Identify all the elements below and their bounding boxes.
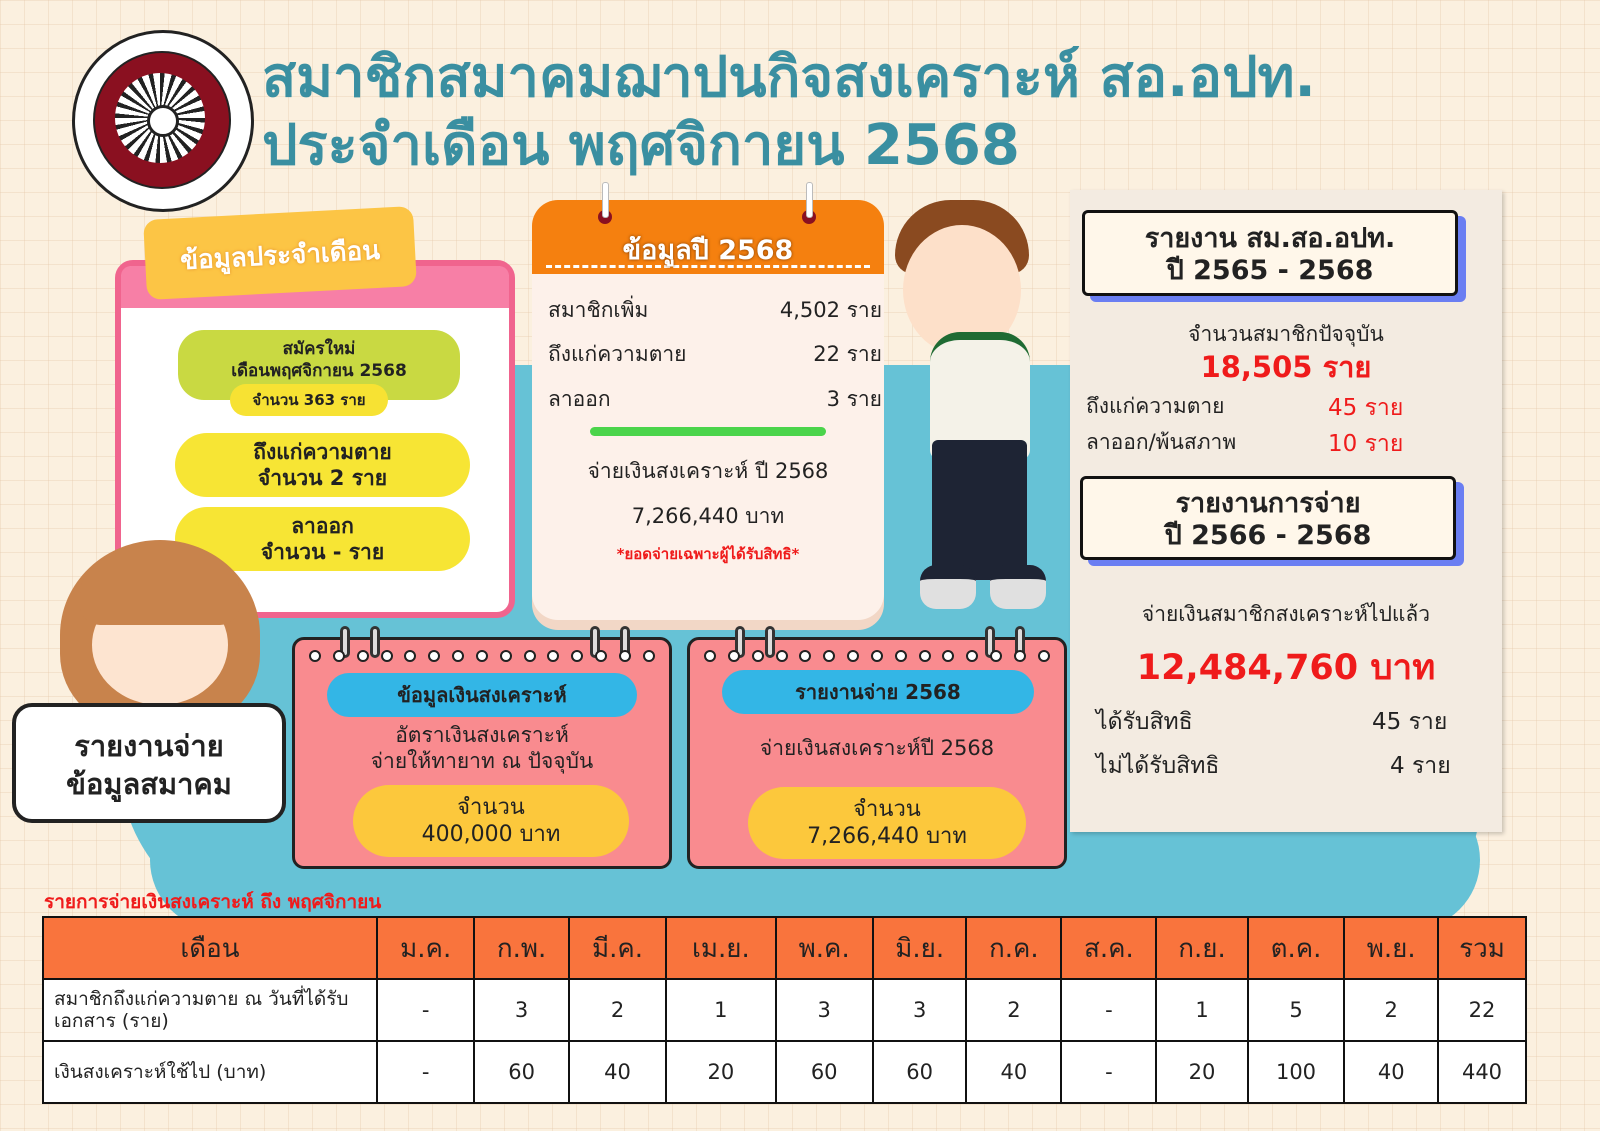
header-month: เดือน [43,917,377,979]
pay2568-amount-value: 7,266,440 บาท [807,824,967,849]
new-members-count: จำนวน 363 ราย [230,384,388,416]
table-cell: 3 [873,979,967,1041]
header-cell: ส.ค. [1061,917,1156,979]
report-box-payments-years: ปี 2566 - 2568 [1164,520,1372,551]
pay2568-amount-label: จำนวน [853,797,921,822]
boy-pants [932,440,1027,580]
report-resign-label: ลาออก/พ้นสภาพ [1086,430,1237,454]
year-pay-note: *ยอดจ่ายเฉพาะผู้ได้รับสิทธิ* [616,545,800,563]
eligible-value: 45 ราย [1372,709,1448,735]
pay2568-calendar [687,637,1067,869]
header-cell: เม.ย. [666,917,775,979]
header-cell: ก.ย. [1156,917,1247,979]
page-title: สมาชิกสมาคมฌาปนกิจสงเคราะห์ สอ.อปท. [262,45,1316,110]
year-pay-label: จ่ายเงินสงเคราะห์ ปี 2568 [587,459,829,483]
header-cell: ม.ค. [377,917,474,979]
table-cell: 100 [1248,1041,1345,1103]
report-box-payments [1080,476,1456,560]
association-seal-logo [72,30,254,212]
header-cell: ก.ค. [966,917,1061,979]
monthly-resign-count: จำนวน - ราย [260,540,385,564]
payment-table [42,916,1527,1104]
monthly-tab-label: ข้อมูลประจำเดือน [179,235,381,277]
boy-shoe [990,565,1046,609]
monthly-resign-label: ลาออก [291,514,354,538]
table-cell: 3 [474,979,568,1041]
pay2568-label: จ่ายเงินสงเคราะห์ปี 2568 [759,736,995,760]
page-subtitle: ประจำเดือน พฤศจิกายน 2568 [262,113,1020,178]
table-cell: 20 [666,1041,775,1103]
paid-label: จ่ายเงินสมาชิกสงเคราะห์ไปแล้ว [1141,602,1431,626]
table-cell: 440 [1438,1041,1526,1103]
row-label: เงินสงเคราะห์ใช้ไป (บาท) [43,1041,377,1103]
header-cell: ก.พ. [474,917,568,979]
monthly-death-label: ถึงแก่ความตาย [253,440,392,464]
girl-hair-bang [80,555,240,625]
row-label: สมาชิกถึงแก่ความตาย ณ วันที่ได้รับเอกสาร (ราย) [43,979,377,1041]
header-cell: ต.ค. [1248,917,1345,979]
year-pay-value: 7,266,440 บาท [631,504,785,528]
welfare-pill: ข้อมูลเงินสงเคราะห์ [327,673,637,717]
pay2568-pill: รายงานจ่าย 2568 [722,670,1034,714]
report-resign-value: 10 ราย [1328,431,1404,457]
current-members-label: จำนวนสมาชิกปัจจุบัน [1188,322,1384,346]
table-cell: 3 [776,979,873,1041]
table-caption: รายการจ่ายเงินสงเคราะห์ ถึง พฤศจิกายน [44,891,382,913]
welfare-rate-label: อัตราเงินสงเคราะห์ [395,723,569,747]
report-box-payments-title: รายงานการจ่าย [1175,488,1361,519]
header-cell: มิ.ย. [873,917,967,979]
header-cell: มี.ค. [569,917,666,979]
table-cell: 2 [966,979,1061,1041]
year-added-value: 4,502 ราย [779,298,882,322]
year-resign-value: 3 ราย [826,387,882,411]
table-row [43,1041,1526,1103]
welfare-amount-value: 400,000 บาท [421,822,561,847]
header-total: รวม [1438,917,1526,979]
new-members-month: เดือนพฤศจิกายน 2568 [231,361,407,381]
year-calendar-title: ข้อมูลปี 2568 [622,235,794,266]
table-cell: - [1061,979,1156,1041]
boy-shoe [920,565,976,609]
welfare-rate-sub: จ่ายให้ทายาท ณ ปัจจุบัน [370,749,594,773]
table-cell: 40 [966,1041,1061,1103]
table-cell: 5 [1248,979,1345,1041]
report-box-members-title: รายงาน สม.สอ.อปท. [1144,223,1396,254]
table-cell: - [377,1041,474,1103]
table-cell: 60 [873,1041,967,1103]
sticker-bubble [12,703,286,823]
header-cell: พ.ค. [776,917,873,979]
table-cell: 1 [1156,979,1247,1041]
table-cell: 22 [1438,979,1526,1041]
eligible-label: ได้รับสิทธิ [1096,709,1193,735]
table-cell: 40 [1344,1041,1438,1103]
pay2568-amount-pill [748,787,1026,859]
report-box-members-years: ปี 2565 - 2568 [1166,255,1374,286]
report-box-members [1082,210,1458,296]
not-eligible-value: 4 ราย [1390,753,1451,779]
table-row [43,979,1526,1041]
table-cell: 2 [1344,979,1438,1041]
sticker-line2: ข้อมูลสมาคม [66,767,232,801]
monthly-death-pill [175,433,470,497]
year-resign-label: ลาออก [548,387,611,411]
monthly-death-count: จำนวน 2 ราย [257,466,388,490]
table-cell: 60 [776,1041,873,1103]
table-cell: 40 [569,1041,666,1103]
not-eligible-label: ไม่ได้รับสิทธิ [1096,753,1220,779]
welfare-amount-label: จำนวน [457,795,525,820]
header-cell: พ.ย. [1344,917,1438,979]
year-added-label: สมาชิกเพิ่ม [548,298,649,322]
table-header-row [43,917,1526,979]
table-cell: 60 [474,1041,568,1103]
table-cell: 20 [1156,1041,1247,1103]
year-death-value: 22 ราย [813,342,882,366]
table-cell: - [377,979,474,1041]
paid-value: 12,484,760 บาท [1136,648,1436,688]
current-members-value: 18,505 ราย [1200,350,1372,384]
sticker-line1: รายงานจ่าย [74,729,224,763]
highlight-line [590,427,826,436]
table-cell: 2 [569,979,666,1041]
report-death-label: ถึงแก่ความตาย [1086,394,1225,418]
table-cell: 1 [666,979,775,1041]
report-death-value: 45 ราย [1328,395,1404,421]
welfare-amount-pill [353,785,629,857]
monthly-tab [143,206,417,300]
new-members-label: สมัครใหม่ [282,339,356,359]
welfare-calendar [292,637,672,869]
year-death-label: ถึงแก่ความตาย [548,342,687,366]
table-cell: - [1061,1041,1156,1103]
